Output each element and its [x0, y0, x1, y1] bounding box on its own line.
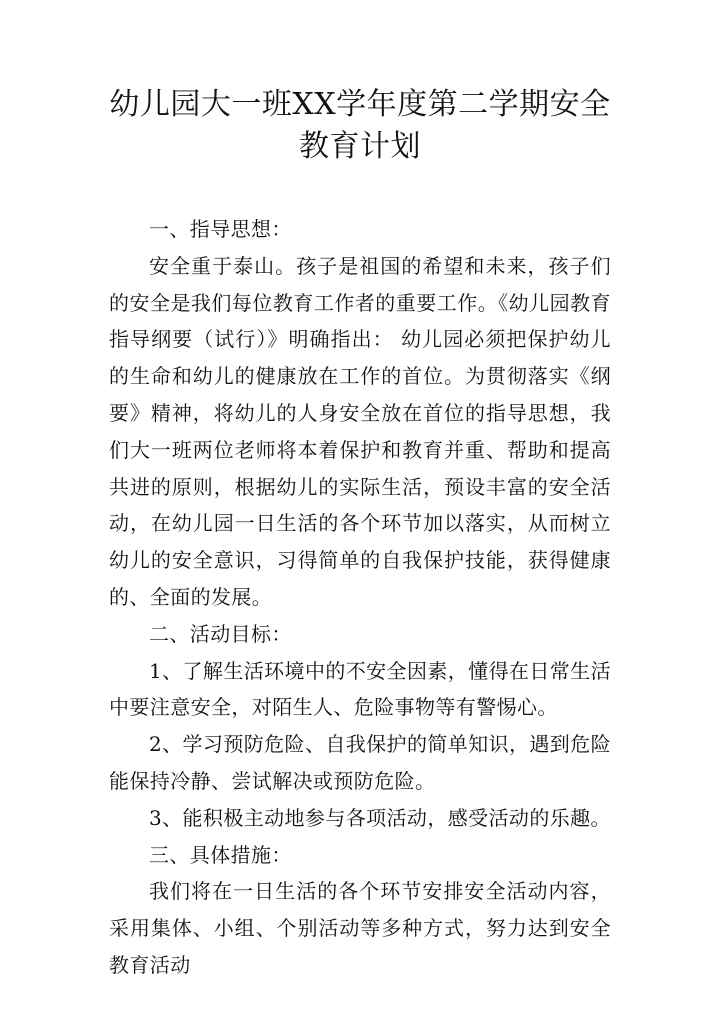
section-heading-guiding-thought: 一、指导思想： — [149, 217, 292, 241]
goal-item-2: 2、学习预防危险、自我保护的简单知识，遇到危险能保持冷静、尝试解决或预防危险。 — [109, 732, 611, 793]
document-title: 幼儿园大一班XX学年度第二学期安全教育计划 — [109, 87, 611, 164]
goal-item-3: 3、能积极主动地参与各项活动，感受活动的乐趣。 — [149, 805, 611, 830]
goal-item-1: 1、了解生活环境中的不安全因素，懂得在日常生活中要注意安全，对陌生人、危险事物等有警惕心。 — [109, 658, 611, 720]
section-heading-activity-goals: 二、活动目标： — [149, 621, 292, 646]
paragraph-measures: 我们将在一日生活的各个环节安排安全活动内容，采用集体、小组、个别活动等多种方式，努力达到安全教育活动 — [109, 879, 611, 977]
paragraph-guiding-thought: 安全重于泰山。孩子是祖国的希望和未来，孩子们的安全是我们每位教育工作者的重要工作。《幼儿园教育指导纲要（试行）》明确指出： 幼儿园必须把保护幼儿的生命和幼儿的健康放在工作的首位。为贯彻落实《纲要》精神，将幼儿的人身安全放在首位的指导思想，我们大一班两位老师将本着保护和教育并重、帮助和提高共进的原则，根据幼儿的实际生活，预设丰富的安全活动，在幼儿园一日生活的各个环节加以落实，从而树立幼儿的安全意识，习得简单的自我保护技能，获得健康的、全面的发展。 — [109, 253, 611, 609]
section-heading-measures: 三、具体措施： — [149, 842, 292, 867]
document-body — [109, 211, 611, 984]
